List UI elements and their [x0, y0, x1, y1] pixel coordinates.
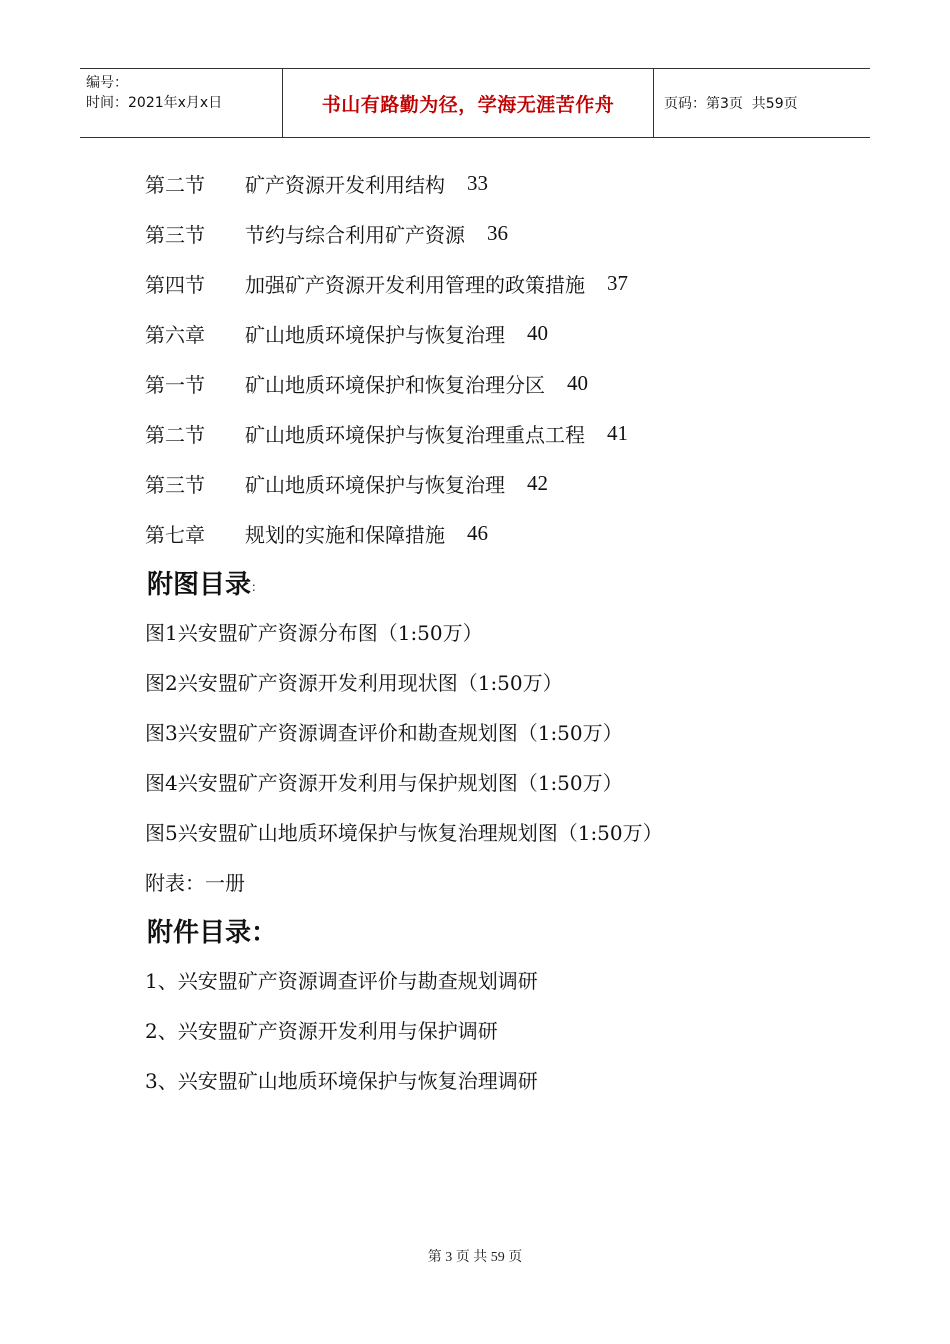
toc-entry-page: 40 [567, 370, 588, 395]
figures-heading [147, 558, 865, 606]
toc-entry-label: 第六章 [145, 322, 205, 347]
attachment-list [145, 954, 865, 1104]
attachments-heading: 附件目录： [147, 917, 278, 948]
toc-entry [145, 508, 865, 558]
toc-entry [145, 258, 865, 308]
figure-entry: 图5兴安盟矿山地质环境保护与恢复治理规划图（1:50万） [145, 820, 663, 845]
figure-list [145, 606, 865, 856]
header-motto-cell [282, 69, 654, 137]
header-date-label: 时间：2021年x月x日 [86, 95, 223, 111]
toc-entry [145, 158, 865, 208]
toc-entry [145, 308, 865, 358]
figure-entry: 图3兴安盟矿产资源调查评价和勘查规划图（1:50万） [145, 720, 623, 745]
toc-entry-page: 41 [607, 420, 628, 445]
figures-heading-colon: ： [251, 579, 264, 594]
header-page-info: 页码：第3页 共59页 [664, 96, 798, 112]
page-footer: 第 3 页 共 59 页 [427, 1250, 523, 1265]
toc-entry-page: 36 [487, 220, 508, 245]
attachment-entry: 2、兴安盟矿产资源开发利用与保护调研 [145, 1018, 498, 1043]
figure-entry: 图4兴安盟矿产资源开发利用与保护规划图（1:50万） [145, 770, 623, 795]
toc-entry-label: 第二节 [145, 422, 205, 447]
header-number-label: 编号： [86, 75, 128, 91]
toc-entry-title: 规划的实施和保障措施 [245, 522, 445, 547]
toc-entry-page: 37 [607, 270, 628, 295]
toc-entry-title: 矿山地质环境保护与恢复治理 [245, 472, 505, 497]
toc-entry-label: 第四节 [145, 272, 205, 297]
toc-entry-page: 42 [527, 470, 548, 495]
toc-entry-label: 第三节 [145, 222, 205, 247]
figure-entry: 图2兴安盟矿产资源开发利用现状图（1:50万） [145, 670, 563, 695]
header-page-info-cell [654, 69, 870, 137]
toc-entry-title: 矿山地质环境保护与恢复治理 [245, 322, 505, 347]
figure-entry: 图1兴安盟矿产资源分布图（1:50万） [145, 620, 483, 645]
toc-entry-title: 矿产资源开发利用结构 [245, 172, 445, 197]
toc-entry [145, 408, 865, 458]
header-meta [80, 69, 282, 137]
toc-entry-page: 46 [467, 520, 488, 545]
toc-entry-label: 第一节 [145, 372, 205, 397]
toc-entry-page: 40 [527, 320, 548, 345]
toc-entry-title: 节约与综合利用矿产资源 [245, 222, 465, 247]
toc-entry-label: 第二节 [145, 172, 205, 197]
attachment-entry: 3、兴安盟矿山地质环境保护与恢复治理调研 [145, 1068, 538, 1093]
toc-entry [145, 458, 865, 508]
toc-entry-label: 第七章 [145, 522, 205, 547]
toc-entry-title: 矿山地质环境保护和恢复治理分区 [245, 372, 545, 397]
figures-heading-text: 附图目录 [147, 569, 252, 600]
page-header [80, 68, 870, 138]
document-body [145, 158, 865, 1104]
table-of-contents [145, 158, 865, 558]
toc-entry [145, 358, 865, 408]
appendix-table-line: 附表：一册 [145, 870, 245, 895]
toc-entry-title: 矿山地质环境保护与恢复治理重点工程 [245, 422, 585, 447]
toc-entry-label: 第三节 [145, 472, 205, 497]
toc-entry-page: 33 [467, 170, 488, 195]
toc-entry [145, 208, 865, 258]
attachment-entry: 1、兴安盟矿产资源调查评价与勘查规划调研 [145, 968, 538, 993]
toc-entry-title: 加强矿产资源开发利用管理的政策措施 [245, 272, 585, 297]
header-motto: 书山有路勤为径，学海无涯苦作舟 [321, 93, 615, 116]
